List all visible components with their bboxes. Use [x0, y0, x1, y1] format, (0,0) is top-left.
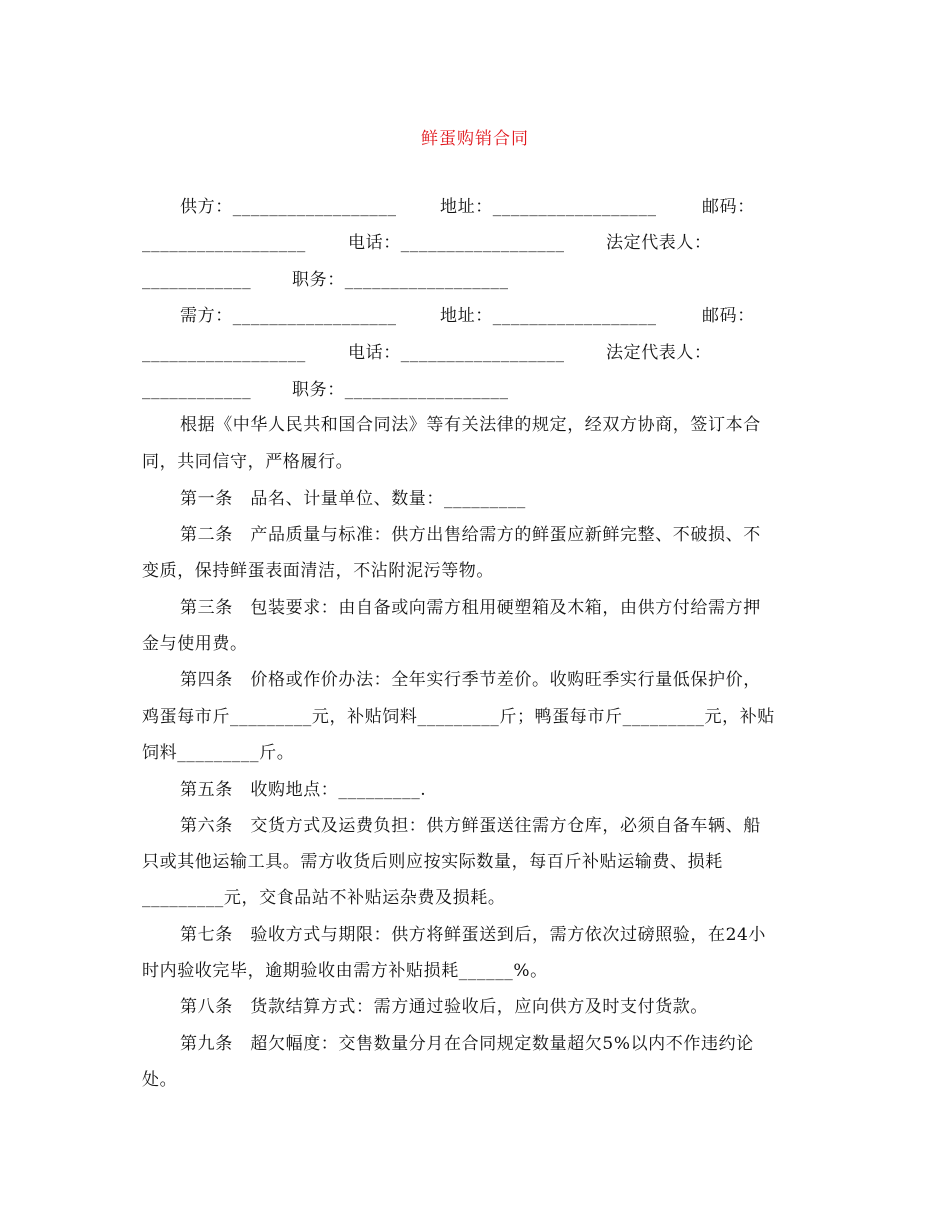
supplier-position-field: 职务：__________________: [292, 270, 509, 290]
article-4-line: 饲料_________斤。: [142, 743, 295, 763]
buyer-representative-blank: ____________: [142, 380, 252, 400]
article-4-line: 鸡蛋每市斤_________元，补贴饲料_________斤；鸭蛋每市斤_________元，补贴: [142, 707, 775, 727]
buyer-position-field: 职务：__________________: [292, 380, 509, 400]
article-5-line: 第五条 收购地点：_________.: [180, 780, 427, 800]
article-9-line: 第九条 超欠幅度：交售数量分月在合同规定数量超欠5%以内不作违约论: [180, 1034, 754, 1054]
intro-paragraph-line: 同，共同信守，严格履行。: [142, 452, 354, 472]
buyer-address-field: 地址：__________________: [440, 306, 657, 326]
article-8-line: 第八条 货款结算方式：需方通过验收后，应向供方及时支付货款。: [180, 997, 708, 1017]
article-2-line: 变质，保持鲜蛋表面清洁，不沾附泥污等物。: [142, 561, 494, 581]
article-7-line: 时内验收完毕，逾期验收由需方补贴损耗______%。: [142, 961, 548, 981]
supplier-postcode-label: 邮码：: [702, 197, 755, 217]
buyer-postcode-label: 邮码：: [702, 306, 755, 326]
supplier-phone-field: 电话：__________________: [348, 233, 565, 253]
supplier-representative-blank: ____________: [142, 270, 252, 290]
supplier-postcode-blank: __________________: [142, 233, 306, 253]
intro-paragraph-line: 根据《中华人民共和国合同法》等有关法律的规定，经双方协商，签订本合: [180, 415, 761, 435]
supplier-address-field: 地址：__________________: [440, 197, 657, 217]
buyer-representative-label: 法定代表人：: [606, 343, 712, 363]
buyer-party-field: 需方：__________________: [180, 306, 397, 326]
article-3-line: 第三条 包装要求：由自备或向需方租用硬塑箱及木箱，由供方付给需方押: [180, 598, 761, 618]
article-9-line: 处。: [142, 1070, 178, 1090]
article-7-line: 第七条 验收方式与期限：供方将鲜蛋送到后，需方依次过磅照验，在24小: [180, 925, 767, 945]
article-6-line: 只或其他运输工具。需方收货后则应按实际数量，每百斤补贴运输费、损耗: [142, 852, 723, 872]
article-6-line: 第六条 交货方式及运费负担：供方鲜蛋送往需方仓库，必须自备车辆、船: [180, 816, 761, 836]
article-1-line: 第一条 品名、计量单位、数量：_________: [180, 489, 526, 509]
supplier-party-field: 供方：__________________: [180, 197, 397, 217]
buyer-phone-field: 电话：__________________: [348, 343, 565, 363]
document-title: 鲜蛋购销合同: [421, 129, 529, 149]
supplier-representative-label: 法定代表人：: [606, 233, 712, 253]
article-2-line: 第二条 产品质量与标准：供方出售给需方的鲜蛋应新鲜完整、不破损、不: [180, 525, 761, 545]
article-6-line: _________元，交食品站不补贴运杂费及损耗。: [142, 888, 506, 908]
article-4-line: 第四条 价格或作价办法：全年实行季节差价。收购旺季实行量低保护价，: [180, 670, 761, 690]
buyer-postcode-blank: __________________: [142, 343, 306, 363]
article-3-line: 金与使用费。: [142, 634, 248, 654]
